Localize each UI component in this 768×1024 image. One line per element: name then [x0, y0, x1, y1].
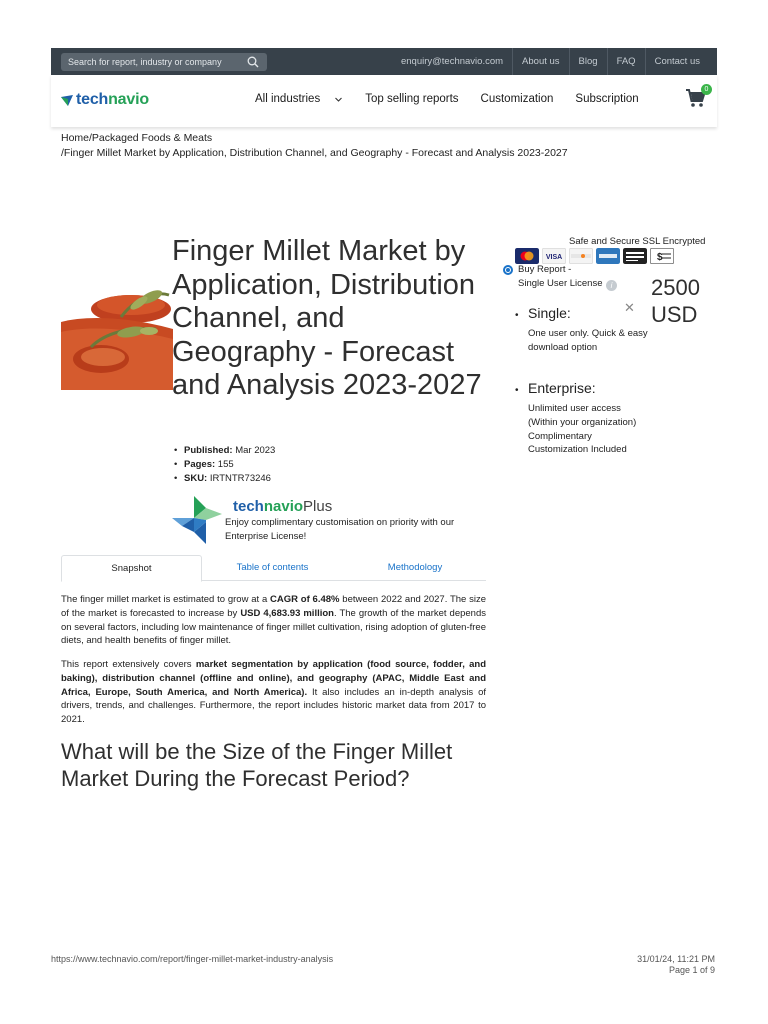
p2-text-c: It also includes an in-depth analysis of drivers, trends, and challenges. Furthermore, the report includes historic market data from 2017 to 2021. — [61, 686, 486, 726]
published-label: Published: — [184, 445, 233, 456]
plus-name-plus: Plus — [303, 498, 333, 515]
svg-text:$: $ — [657, 252, 663, 263]
nav-top-selling-reports[interactable]: Top selling reports — [365, 93, 459, 105]
top-bar — [51, 48, 717, 75]
enterprise-option-label: Enterprise: — [528, 380, 596, 396]
search-input[interactable] — [61, 53, 241, 71]
top-links — [392, 48, 709, 75]
single-option-desc: One user only. Quick & easy download option — [528, 328, 648, 353]
market-increase-value: USD 4,683.93 million — [240, 607, 334, 619]
cagr-value: CAGR of 6.48% — [270, 594, 340, 605]
enterprise-option-desc: Unlimited user access (Within your organization) Complimentary Customization Included — [528, 403, 637, 456]
technavio-plus-logo-icon — [172, 496, 224, 546]
amex-icon — [596, 248, 620, 264]
tab-table-of-contents[interactable]: Table of contents — [236, 562, 309, 573]
nav-links — [255, 93, 661, 105]
breadcrumb-line-1[interactable]: Home/Packaged Foods & Meats — [61, 132, 213, 144]
single-bullet: • — [515, 310, 519, 321]
faq-link[interactable]: FAQ — [607, 48, 645, 75]
tab-methodology[interactable]: Methodology — [387, 562, 443, 573]
nav-all-industries-label: All industries — [255, 93, 321, 105]
segmentation-text: market segmentation by application (food source, fodder, and baking), distribution channel (offline and online), and geography (APAC, Middle East and Africa, Europe, South America, and North America). — [61, 659, 486, 698]
sku-value: IRTNTR73246 — [209, 473, 271, 484]
coverage-paragraph — [61, 658, 486, 727]
check-icon — [650, 248, 674, 264]
enterprise-bullet: • — [515, 385, 519, 396]
sku-label: SKU: — [184, 473, 208, 484]
main-navigation — [51, 75, 717, 127]
report-thumbnail-image — [61, 277, 173, 390]
discover-icon — [569, 248, 593, 264]
report-title: Finger Millet Market by Application, Distribution Channel, and Geography - Forecast and Analysis 2023-2027 — [172, 235, 482, 401]
section-heading: What will be the Size of the Finger Millet Market During the Forecast Period? — [61, 739, 453, 791]
payment-cards — [515, 248, 677, 264]
logo-text-navio: navio — [108, 91, 149, 108]
summary-paragraph — [61, 593, 486, 648]
technavio-plus-name — [233, 498, 332, 515]
published-value: Mar 2023 — [235, 445, 276, 456]
page-url: https://www.technavio.com/report/finger-millet-market-industry-analysis — [51, 954, 334, 964]
ssl-text: Safe and Secure SSL Encrypted — [569, 236, 706, 247]
pages-value: 155 — [217, 459, 234, 470]
technavio-plus-text: Enjoy complimentary customisation on priority with our Enterprise License! — [225, 517, 455, 542]
nav-all-industries[interactable] — [255, 93, 343, 105]
contact-us-link[interactable]: Contact us — [645, 48, 709, 75]
p1-text-c: between 2022 and 2027. The size of the market is forecasted to increase by — [61, 594, 487, 619]
published-item — [184, 444, 275, 458]
info-icon[interactable]: i — [606, 280, 617, 291]
pages-label: Pages: — [184, 459, 216, 470]
search-icon[interactable] — [247, 56, 259, 68]
print-meta — [637, 954, 715, 976]
nav-subscription[interactable]: Subscription — [575, 93, 639, 105]
p1-text-a: The finger millet market is estimated to grow at a — [61, 594, 271, 605]
p2-text-a: This report extensively covers — [61, 659, 196, 670]
print-datetime: 31/01/24, 11:21 PM — [637, 954, 715, 964]
breadcrumb — [61, 131, 701, 161]
blog-link[interactable]: Blog — [569, 48, 607, 75]
purchase-panel — [500, 234, 720, 484]
mastercard-icon — [515, 248, 539, 264]
plus-name-tech: tech — [233, 498, 264, 515]
pages-item — [184, 458, 275, 472]
logo-text-tech: tech — [76, 91, 109, 108]
chevron-down-icon[interactable] — [334, 95, 343, 104]
close-icon[interactable]: ✕ — [624, 300, 635, 315]
plus-name-navio: navio — [263, 498, 304, 515]
about-us-link[interactable]: About us — [512, 48, 569, 75]
cart-count-badge: 0 — [701, 84, 712, 95]
report-tabs — [61, 555, 486, 581]
search-box[interactable] — [61, 53, 267, 71]
visa-icon — [542, 248, 566, 264]
buy-report-label[interactable]: Buy Report - — [518, 264, 572, 275]
license-type-label[interactable]: Single User License — [518, 278, 603, 289]
single-option-label: Single: — [528, 305, 571, 321]
nav-customization[interactable]: Customization — [480, 93, 554, 105]
report-meta-list — [184, 444, 275, 486]
breadcrumb-line-2[interactable]: /Finger Millet Market by Application, Distribution Channel, and Geography - Forecast and Analysis 2023-2027 — [61, 147, 568, 159]
tab-snapshot[interactable]: Snapshot — [61, 555, 202, 582]
wire-transfer-icon — [623, 248, 647, 264]
p1-text-e: . The growth of the market depends on several factors, including low maintenance of finger millet cultivation, rising adoption of gluten-free diets, and health benefits of finger millet. — [61, 607, 486, 647]
technavio-plus-promo — [172, 494, 492, 546]
single-license-radio[interactable] — [503, 265, 513, 275]
logo-mark-icon — [60, 93, 74, 107]
svg-text:VISA: VISA — [545, 254, 563, 261]
sku-item — [184, 472, 275, 486]
page-number: Page 1 of 9 — [668, 965, 715, 975]
price-value: 2500 USD — [651, 275, 700, 327]
email-link[interactable]: enquiry@technavio.com — [400, 56, 504, 67]
technavio-logo[interactable] — [60, 91, 149, 109]
